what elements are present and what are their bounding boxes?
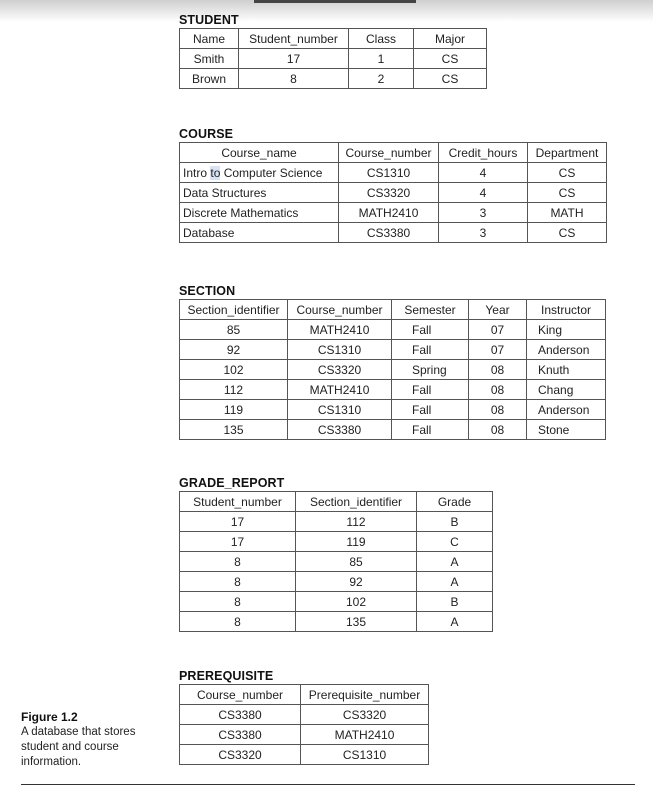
table-cell: CS3380 — [339, 223, 439, 243]
table-cell: 85 — [296, 552, 417, 572]
column-header: Grade — [417, 492, 493, 512]
table-cell: CS3320 — [180, 745, 301, 765]
table-row — [180, 552, 493, 572]
prerequisite-table — [179, 684, 429, 765]
top-bar — [254, 0, 416, 3]
table-row — [180, 612, 493, 632]
student-table-block — [179, 12, 487, 89]
course-table — [179, 142, 607, 243]
bottom-rule — [21, 784, 635, 785]
column-header: Section_identifier — [296, 492, 417, 512]
prerequisite-table-block — [179, 668, 429, 765]
table-cell: Data Structures — [180, 183, 339, 203]
table-cell: CS3380 — [288, 420, 392, 440]
table-row — [180, 572, 493, 592]
table-cell: 17 — [180, 512, 296, 532]
table-cell: CS3320 — [301, 705, 429, 725]
table-cell: 2 — [349, 69, 414, 89]
column-header: Course_name — [180, 143, 339, 163]
table-cell: 135 — [180, 420, 288, 440]
table-cell: Smith — [180, 49, 239, 69]
table-cell: A — [417, 552, 493, 572]
table-cell: 8 — [180, 612, 296, 632]
table-cell: 3 — [439, 203, 528, 223]
table-cell: 135 — [296, 612, 417, 632]
table-cell: 112 — [296, 512, 417, 532]
table-cell: 102 — [180, 360, 288, 380]
table-row — [180, 360, 606, 380]
column-header: Course_number — [339, 143, 439, 163]
figure-caption — [21, 710, 161, 770]
table-cell: Fall — [392, 420, 469, 440]
column-header: Semester — [392, 300, 469, 320]
table-cell: CS3320 — [288, 360, 392, 380]
table-header-row — [180, 685, 429, 705]
column-header: Course_number — [288, 300, 392, 320]
course-table-block — [179, 126, 607, 243]
table-header-row — [180, 29, 487, 49]
table-cell: Knuth — [527, 360, 606, 380]
table-cell: Fall — [392, 340, 469, 360]
table-cell: 8 — [180, 592, 296, 612]
table-cell: 17 — [239, 49, 349, 69]
table-cell: 4 — [439, 163, 528, 183]
table-row — [180, 592, 493, 612]
table-cell: Fall — [392, 380, 469, 400]
text-selection: to — [210, 165, 221, 180]
table-row — [180, 745, 429, 765]
table-row — [180, 380, 606, 400]
table-cell: 3 — [439, 223, 528, 243]
course-table-title: COURSE — [179, 127, 234, 141]
table-cell: CS1310 — [288, 400, 392, 420]
table-header-row — [180, 300, 606, 320]
table-cell: C — [417, 532, 493, 552]
column-header: Major — [414, 29, 487, 49]
table-cell: 92 — [296, 572, 417, 592]
table-header-row — [180, 492, 493, 512]
table-cell: MATH2410 — [288, 380, 392, 400]
table-cell: 85 — [180, 320, 288, 340]
table-cell: 07 — [469, 320, 527, 340]
table-cell: B — [417, 512, 493, 532]
table-row — [180, 49, 487, 69]
table-row — [180, 705, 429, 725]
table-cell: CS3380 — [180, 705, 301, 725]
table-cell: CS — [528, 163, 607, 183]
table-row — [180, 340, 606, 360]
table-row — [180, 400, 606, 420]
grade-report-table — [179, 491, 493, 632]
table-cell: 08 — [469, 400, 527, 420]
column-header: Student_number — [239, 29, 349, 49]
table-row — [180, 320, 606, 340]
column-header: Year — [469, 300, 527, 320]
table-cell: Fall — [392, 320, 469, 340]
highlighted-text[interactable]: Intro to Computer Science — [183, 165, 323, 180]
column-header: Class — [349, 29, 414, 49]
table-row — [180, 183, 607, 203]
table-row — [180, 532, 493, 552]
table-cell: Anderson — [527, 340, 606, 360]
grade-report-table-title: GRADE_REPORT — [179, 476, 285, 490]
table-cell: CS — [528, 183, 607, 203]
prerequisite-table-title: PREREQUISITE — [179, 669, 274, 683]
table-cell: CS3380 — [180, 725, 301, 745]
column-header: Name — [180, 29, 239, 49]
column-header: Credit_hours — [439, 143, 528, 163]
table-cell: Brown — [180, 69, 239, 89]
table-cell: 4 — [439, 183, 528, 203]
table-row — [180, 69, 487, 89]
table-cell: 119 — [180, 400, 288, 420]
table-cell: CS — [414, 69, 487, 89]
table-cell: Chang — [527, 380, 606, 400]
table-cell: A — [417, 612, 493, 632]
table-cell: MATH2410 — [339, 203, 439, 223]
table-cell: 112 — [180, 380, 288, 400]
table-cell: MATH2410 — [288, 320, 392, 340]
table-cell: 07 — [469, 340, 527, 360]
table-cell: B — [417, 592, 493, 612]
table-cell: 8 — [180, 552, 296, 572]
table-cell: Database — [180, 223, 339, 243]
table-header-row — [180, 143, 607, 163]
grade-report-table-block — [179, 475, 493, 632]
column-header: Course_number — [180, 685, 301, 705]
table-cell: 08 — [469, 360, 527, 380]
table-cell: 102 — [296, 592, 417, 612]
column-header: Prerequisite_number — [301, 685, 429, 705]
table-cell: Fall — [392, 400, 469, 420]
table-row — [180, 223, 607, 243]
table-cell: 17 — [180, 532, 296, 552]
table-cell — [180, 163, 339, 183]
table-cell: 8 — [180, 572, 296, 592]
table-cell: Spring — [392, 360, 469, 380]
student-table — [179, 28, 487, 89]
student-table-title: STUDENT — [179, 13, 239, 27]
table-row — [180, 203, 607, 223]
table-row — [180, 163, 607, 183]
table-cell: 119 — [296, 532, 417, 552]
table-cell: CS3320 — [339, 183, 439, 203]
table-cell: 08 — [469, 420, 527, 440]
table-cell: 1 — [349, 49, 414, 69]
section-table — [179, 299, 606, 440]
table-cell: 92 — [180, 340, 288, 360]
column-header: Instructor — [527, 300, 606, 320]
table-cell: Anderson — [527, 400, 606, 420]
table-cell: CS — [528, 223, 607, 243]
table-cell: CS1310 — [288, 340, 392, 360]
table-row — [180, 512, 493, 532]
table-cell: Discrete Mathematics — [180, 203, 339, 223]
column-header: Student_number — [180, 492, 296, 512]
section-table-block — [179, 283, 606, 440]
table-cell: Stone — [527, 420, 606, 440]
section-table-title: SECTION — [179, 284, 236, 298]
table-cell: MATH — [528, 203, 607, 223]
table-cell: CS1310 — [339, 163, 439, 183]
table-row — [180, 420, 606, 440]
table-cell: MATH2410 — [301, 725, 429, 745]
table-cell: 8 — [239, 69, 349, 89]
table-cell: CS — [414, 49, 487, 69]
table-cell: A — [417, 572, 493, 592]
table-row — [180, 725, 429, 745]
figure-label: Figure 1.2 — [21, 710, 78, 724]
column-header: Section_identifier — [180, 300, 288, 320]
column-header: Department — [528, 143, 607, 163]
table-cell: 08 — [469, 380, 527, 400]
table-cell: CS1310 — [301, 745, 429, 765]
table-cell: King — [527, 320, 606, 340]
figure-description: A database that stores student and course information. — [21, 726, 136, 768]
